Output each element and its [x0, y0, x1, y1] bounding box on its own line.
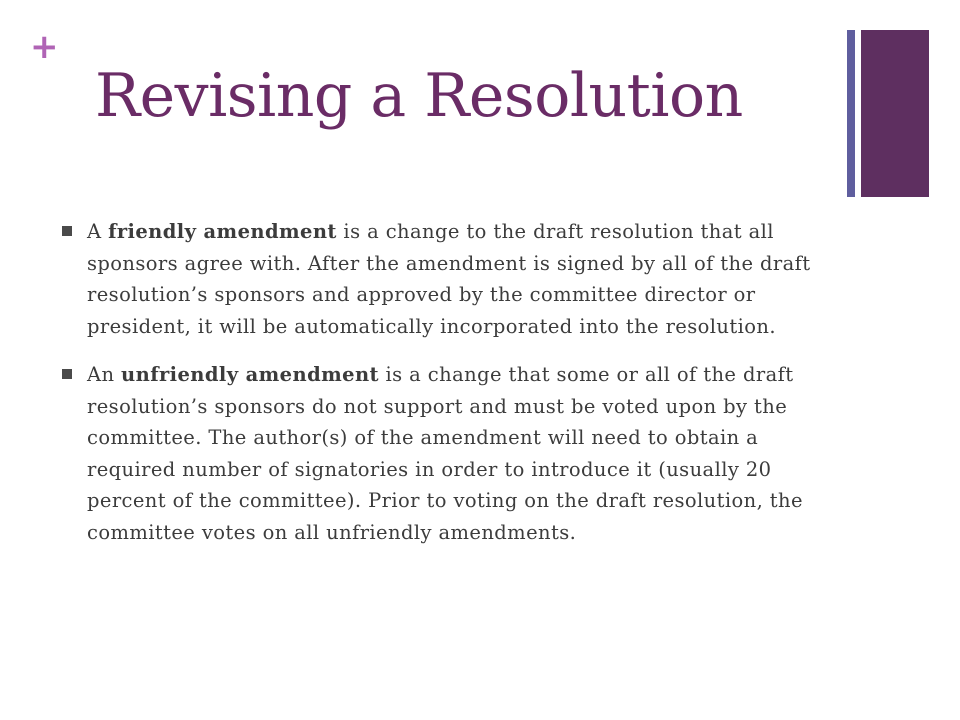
accent-bar-thick — [861, 30, 929, 197]
bullet-text-body: is a change that some or all of the draft resolution’s sponsors do not support and must be voted upon by the committee. The author(s) of the amendment will need to obtain a required number of signatories in order to introduce it (usually 20 percent of the committee). Prior to voting on the draft resolution, the committee votes on all unfriendly amendments. — [87, 363, 803, 544]
square-bullet-icon — [62, 369, 72, 379]
accent-bar-thin — [847, 30, 855, 197]
bullet-item-friendly-amendment — [62, 216, 832, 342]
square-bullet-icon — [62, 226, 72, 236]
bullet-term: unfriendly amendment — [121, 363, 379, 386]
bullet-text-body: is a change to the draft resolution that all sponsors agree with. After the amendment is signed by all of the draft resolution’s sponsors and approved by the committee director or president, it will be automatically incorporated into the resolution. — [87, 220, 811, 338]
bullet-term: friendly amendment — [108, 220, 337, 243]
bullet-text — [87, 220, 811, 338]
bullet-text-lead: An — [87, 363, 122, 386]
bullet-item-unfriendly-amendment — [62, 359, 832, 548]
bullet-text — [87, 363, 803, 544]
plus-decoration: + — [30, 27, 59, 67]
bullet-list — [62, 216, 832, 565]
slide-title: Revising a Resolution — [95, 61, 743, 131]
bullet-text-lead: A — [87, 220, 109, 243]
